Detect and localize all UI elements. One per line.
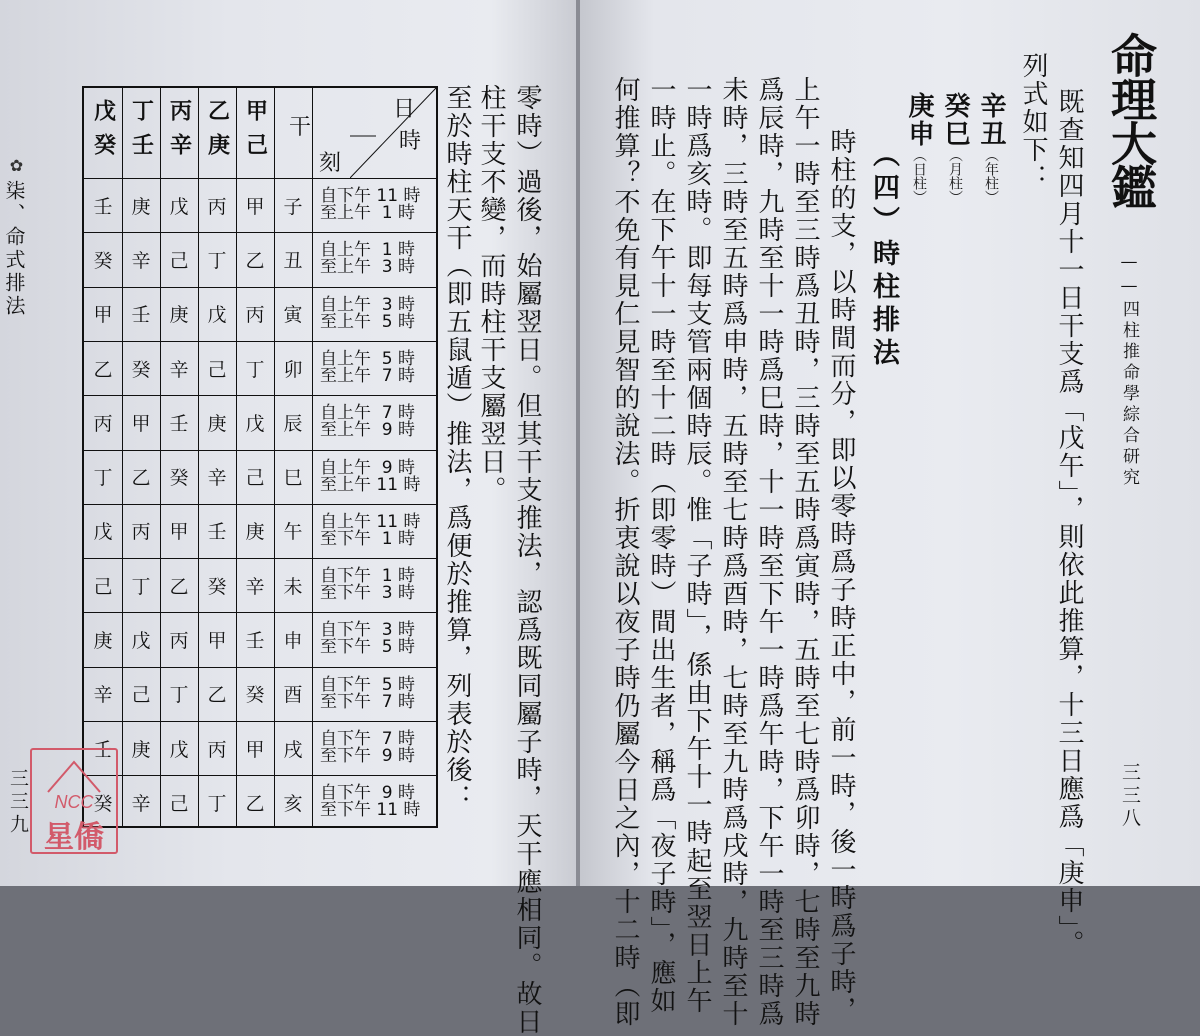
header-stem-pair: 戊癸 — [90, 99, 116, 167]
hour-stem-cell: 甲 — [245, 738, 265, 761]
body-col-5: 一時爲亥時。即每支管兩個時辰。惟「子時」，係由下午十一時起至翌日上午 — [682, 76, 712, 1015]
branch-cell: 寅 — [283, 304, 303, 327]
hour-stem-cell: 戊 — [169, 195, 189, 218]
hour-stem-cell: 癸 — [245, 684, 265, 707]
time-range-to: 至上午 3 時 — [320, 257, 416, 278]
right-intro-col-1: 既查知四月十一日干支爲「戊午」，則依此推算，十三日應爲「庚申」。 — [1054, 88, 1084, 958]
hour-stem-cell: 己 — [207, 358, 227, 381]
section-title: （四）時柱排法 — [868, 140, 899, 371]
side-flower-icon: ✿ — [7, 156, 26, 175]
branch-cell: 巳 — [283, 467, 303, 490]
hour-stem-cell: 己 — [93, 575, 113, 598]
left-text-col-2: 柱干支不變，而時柱干支屬翌日。 — [476, 84, 506, 504]
time-range-from: 自下午 3 時 — [320, 620, 416, 641]
hour-stem-cell: 辛 — [131, 792, 151, 815]
table-vline — [312, 88, 313, 826]
hour-stem-cell: 辛 — [245, 575, 265, 598]
hour-stem-cell: 癸 — [131, 358, 151, 381]
header-day: 日 — [392, 96, 415, 122]
branch-cell: 戌 — [283, 738, 303, 761]
hour-stem-cell: 己 — [169, 792, 189, 815]
hour-stem-cell: 壬 — [169, 412, 189, 435]
hour-stem-cell: 乙 — [245, 792, 265, 815]
time-range-to: 至下午 5 時 — [320, 637, 416, 658]
stamp-text-zh: 星僑 — [44, 820, 104, 855]
time-range-to: 至上午 1 時 — [320, 203, 416, 223]
hour-stem-cell: 甲 — [169, 521, 189, 544]
page-number-left: 三三九 — [7, 768, 29, 837]
book-logo: 命理大鑑 — [1104, 32, 1158, 208]
header-stem-cell — [198, 88, 236, 178]
hour-stem-cell: 戊 — [131, 630, 151, 653]
hour-stem-cell: 甲 — [131, 412, 151, 435]
left-text-col-1: 零時）過後，始屬翌日。但其干支推法，認爲既同屬子時，天干應相同。故日 — [512, 84, 542, 1036]
time-range-to: 至上午 5 時 — [320, 311, 416, 332]
header-stem-pair: 丁壬 — [128, 99, 154, 167]
hour-stem-cell: 庚 — [245, 521, 265, 544]
time-range-from: 自上午 9 時 — [320, 457, 416, 478]
book-subtitle: ——四柱推命學綜合研究 — [1119, 252, 1139, 489]
hour-stem-cell: 戊 — [169, 738, 189, 761]
hour-stem-cell: 壬 — [93, 195, 113, 218]
page-number-right: 三三八 — [1119, 762, 1141, 831]
time-range-from: 自上午 5 時 — [320, 348, 416, 369]
hour-stem-cell: 庚 — [169, 304, 189, 327]
hour-stem-cell: 乙 — [169, 575, 189, 598]
pillar-year: 辛丑（年柱） — [976, 92, 1006, 204]
time-range-to: 至上午 11 時 — [320, 474, 421, 495]
branch-cell: 午 — [283, 521, 303, 544]
hour-stem-cell: 丙 — [245, 304, 265, 327]
hour-stem-cell: 甲 — [207, 630, 227, 653]
hour-stem-cell: 辛 — [207, 467, 227, 490]
hour-stem-cell: 壬 — [207, 521, 227, 544]
right-page — [580, 0, 1200, 1028]
header-stem-cell — [84, 88, 122, 178]
hour-stem-cell: 辛 — [93, 684, 113, 707]
ncc-stamp — [30, 748, 118, 854]
time-range-from: 自下午 5 時 — [320, 674, 416, 695]
hour-stem-cell: 己 — [169, 249, 189, 272]
time-range-to: 至下午 1 時 — [320, 528, 416, 549]
body-col-2: 上午一時至三時爲丑時，三時至五時爲寅時，五時至七時爲卯時，七時至九時 — [790, 76, 820, 1028]
hour-stem-cell: 丁 — [131, 575, 151, 598]
time-range-to: 至上午 9 時 — [320, 420, 416, 441]
header-stem-cell — [122, 88, 160, 178]
hour-stem-cell: 戊 — [207, 304, 227, 327]
time-range-from: 自下午 9 時 — [320, 783, 416, 804]
time-range-from: 自下午 1 時 — [320, 566, 416, 587]
hour-stem-cell: 壬 — [93, 738, 113, 761]
body-col-7: 何推算？不免有見仁見智的說法。折衷說以夜子時仍屬今日之內，十二時（即 — [610, 76, 640, 1028]
hour-stem-cell: 戊 — [93, 521, 113, 544]
hour-stem-cell: 癸 — [169, 467, 189, 490]
hour-stem-cell: 戊 — [245, 412, 265, 435]
pillar-day: 庚申（日柱） — [904, 92, 934, 204]
hour-stem-cell: 丁 — [169, 684, 189, 707]
time-range-to: 至下午 7 時 — [320, 691, 416, 712]
branch-cell: 未 — [283, 575, 303, 598]
hour-stem-cell: 丁 — [93, 467, 113, 490]
hour-stem-cell: 乙 — [93, 358, 113, 381]
hour-stem-cell: 乙 — [207, 684, 227, 707]
branch-cell: 卯 — [283, 358, 303, 381]
header-stem-pair: 丙辛 — [166, 99, 192, 167]
branch-cell: 丑 — [283, 249, 303, 272]
body-col-4: 未時，三時至五時爲申時，五時至七時爲酉時，七時至九時爲戌時，九時至十 — [718, 76, 748, 1028]
hour-stem-cell: 乙 — [131, 467, 151, 490]
hour-stem-cell: 丙 — [131, 521, 151, 544]
time-range-from: 自上午 3 時 — [320, 294, 416, 315]
hour-stem-cell: 丙 — [169, 630, 189, 653]
hour-stem-cell: 丙 — [207, 195, 227, 218]
hour-stem-cell: 庚 — [207, 412, 227, 435]
hour-stem-cell: 庚 — [93, 630, 113, 653]
header-stem-cell — [160, 88, 198, 178]
header-time: 時 — [398, 128, 421, 154]
time-range-from: 自下午 11 時 — [320, 186, 421, 206]
body-col-3: 爲辰時，九時至十一時爲巳時，十一時至下午一時爲午時，下午一時至三時爲 — [754, 76, 784, 1028]
header-stem-pair: 乙庚 — [204, 99, 230, 167]
header-quarter: 刻 — [318, 150, 341, 176]
hour-stem-cell: 壬 — [131, 304, 151, 327]
hour-stem-cell: 辛 — [131, 249, 151, 272]
hour-stem-cell: 甲 — [93, 304, 113, 327]
branch-cell: 辰 — [283, 412, 303, 435]
hour-stem-cell: 丙 — [207, 738, 227, 761]
hour-stem-cell: 壬 — [245, 630, 265, 653]
hour-stem-cell: 辛 — [169, 358, 189, 381]
hour-stem-cell: 丁 — [207, 792, 227, 815]
time-range-from: 自上午 1 時 — [320, 240, 416, 261]
branch-cell: 酉 — [283, 684, 303, 707]
header-stem-cell — [236, 88, 274, 178]
hour-stem-cell: 甲 — [245, 195, 265, 218]
right-intro-col-2: 列式如下： — [1018, 52, 1048, 192]
branch-cell: 亥 — [283, 792, 303, 815]
hour-stem-cell: 乙 — [245, 249, 265, 272]
hour-stem-cell: 癸 — [93, 792, 113, 815]
time-range-from: 自上午 11 時 — [320, 511, 421, 532]
stamp-text-en: NCC — [54, 792, 94, 812]
five-rats-table — [82, 86, 438, 828]
side-header: 柒、命式排法 — [2, 180, 26, 318]
branch-cell: 子 — [283, 195, 303, 218]
hour-stem-cell: 庚 — [131, 195, 151, 218]
hour-stem-cell: 癸 — [207, 575, 227, 598]
hour-stem-cell: 丁 — [207, 249, 227, 272]
branch-cell: 申 — [283, 630, 303, 653]
hour-stem-cell: 丙 — [93, 412, 113, 435]
pillar-month: 癸巳（月柱） — [940, 92, 970, 204]
time-range-to: 至上午 7 時 — [320, 365, 416, 386]
time-range-from: 自上午 7 時 — [320, 403, 416, 424]
hour-stem-cell: 丁 — [245, 358, 265, 381]
hour-stem-cell: 己 — [131, 684, 151, 707]
time-range-to: 至下午 11 時 — [320, 800, 421, 821]
left-page — [0, 0, 578, 1036]
left-text-col-3: 至於時柱天干（即五鼠遁）推法，爲便於推算，列表於後： — [442, 84, 472, 812]
header-stem-pair: 甲己 — [242, 99, 268, 167]
time-range-to: 至下午 9 時 — [320, 746, 416, 766]
time-range-to: 至下午 3 時 — [320, 583, 416, 604]
hour-stem-cell: 癸 — [93, 249, 113, 272]
body-col-1: 時柱的支，以時間而分，即以零時爲子時正中，前一時，後一時爲子時， — [826, 128, 856, 1024]
body-col-6: 一時止。在下午十一時至十二時（即零時）間出生者，稱爲「夜子時」，應如 — [646, 76, 676, 1015]
header-stem: 干 — [288, 114, 311, 140]
hour-stem-cell: 庚 — [131, 738, 151, 761]
time-range-from: 自下午 7 時 — [320, 729, 416, 749]
hour-stem-cell: 己 — [245, 467, 265, 490]
